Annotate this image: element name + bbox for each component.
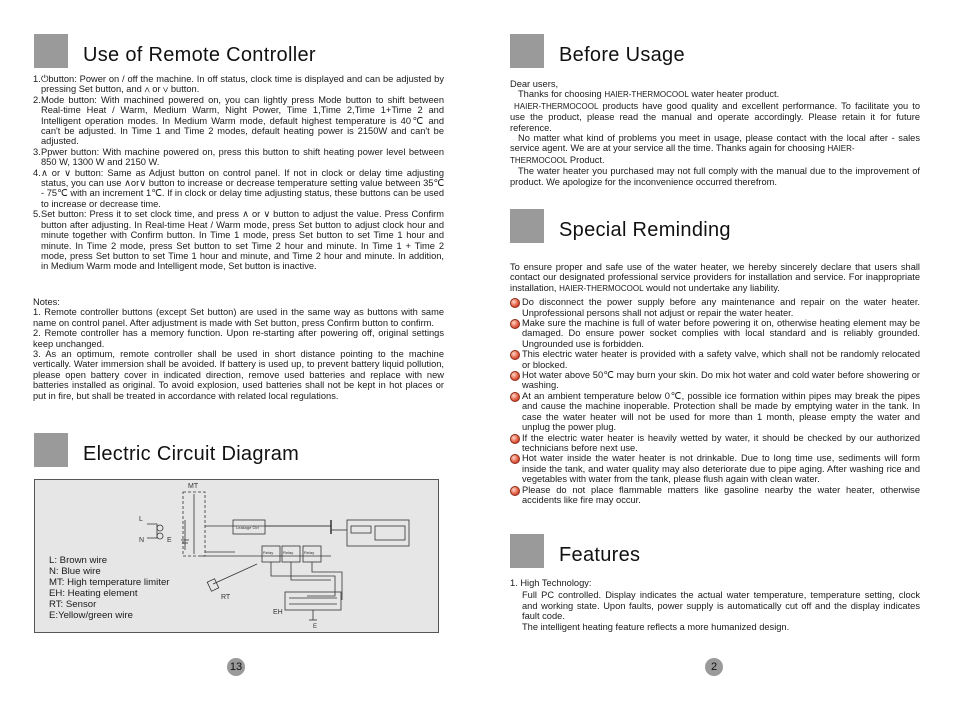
special-reminding-header bbox=[510, 209, 930, 245]
diagram-legend bbox=[49, 555, 170, 621]
special-item-text: Please do not place flammable matters like gasoline nearby the water heater, otherwise accidents like fire may occur. bbox=[522, 484, 920, 505]
bullet-icon bbox=[510, 392, 520, 402]
special-item bbox=[510, 485, 920, 506]
bullet-icon bbox=[510, 454, 520, 464]
legend-n: N: Blue wire bbox=[49, 566, 101, 577]
notes-label: Notes: bbox=[33, 297, 60, 307]
special-item bbox=[510, 370, 920, 391]
remote-section-header bbox=[34, 34, 454, 70]
note-2: 2. Remote controller has a memory function. Upon re-starting after powering off, original settings keep unchanged. bbox=[33, 328, 444, 349]
bullet-icon bbox=[510, 350, 520, 360]
label-mt: MT bbox=[188, 483, 199, 490]
label-relay-3: Relay bbox=[304, 550, 315, 555]
special-item-text: At an ambient temperature below 0℃, possible ice formation within pipes may break the pipes and cause the machine inoperable. Protection shall be made by emptying water in the tank. In case the water heater will not be used for more than 1 month, please empty the water and unplug the power plug. bbox=[522, 390, 920, 433]
legend-e: E:Yellow/green wire bbox=[49, 610, 133, 621]
features-para-2: The intelligent heating feature reflects a more humanized design. bbox=[522, 621, 790, 632]
before-usage-title: Before Usage bbox=[559, 44, 685, 66]
special-reminding-title: Special Reminding bbox=[559, 219, 731, 241]
features-title: Features bbox=[559, 544, 641, 566]
remote-instructions bbox=[33, 74, 444, 272]
remote-item-text: Mode button: With machined powered on, you can lightly press Mode button to shift between Real-time Heat / Warm, Medium Warm, Night Power, Time 1,Time 2,Time 1+Time 2 and Intelligent operation modes. In Medium Warm mode, default highest temperature is 40℃ and can't be adjusted. In Time 1 and Time 2 modes, default heating power is 2150W and can't be adjusted. bbox=[41, 94, 444, 147]
label-relay-2: Relay bbox=[283, 550, 294, 555]
right-page bbox=[477, 0, 954, 702]
special-item-text: Hot water above 50℃ may burn your skin. Do mix hot water and cold water before showering or washing. bbox=[522, 370, 920, 391]
features-subheading: 1. High Technology: bbox=[510, 578, 592, 588]
greeting: Dear users, bbox=[510, 79, 559, 89]
before-para-2: HAIER-THERMOCOOL products have good quality and excellent performance. To facilitate you to use the product, please read the manual and operate accordingly. Please retain it for future reference. bbox=[510, 100, 920, 133]
note-1: 1. Remote controller buttons (except Set button) are used in the same way as buttons with same name on control panel. After adjustment is made with Set button, press Confirm button to confirm. bbox=[33, 307, 444, 328]
remote-title: Use of Remote Controller bbox=[83, 44, 316, 66]
special-item bbox=[510, 297, 920, 318]
remote-list bbox=[33, 74, 444, 272]
before-para-3: No matter what kind of problems you meet in usage, please contact with the local after - sales service agent. We are at your service all the time. Thanks again for choosing HAIER- THERMOCOOL Product. bbox=[510, 133, 920, 165]
label-leak: Leakage Ctrl bbox=[236, 525, 259, 530]
special-item-text: Do disconnect the power supply before any maintenance and repair on the water heater. Unprofessional persons shall not adjust or repair the water heater. bbox=[522, 297, 920, 318]
features-text bbox=[510, 578, 920, 632]
page-number-right: 2 bbox=[705, 658, 723, 676]
bullet-icon bbox=[510, 298, 520, 308]
legend-mt: MT: High temperature limiter bbox=[49, 577, 170, 588]
features-header bbox=[510, 534, 930, 570]
section-square-icon bbox=[34, 433, 68, 467]
bullet-icon bbox=[510, 486, 520, 496]
label-l: L bbox=[139, 516, 143, 523]
special-item-text: If the electric water heater is heavily wetted by water, it should be checked by our authorized technicians before next use. bbox=[522, 432, 920, 453]
special-intro: To ensure proper and safe use of the water heater, we hereby sincerely declare that users shall contact our designated professional service providers for installation and service. For inappropriate installation, HAIER-THERMOCOOL would not undertake any liability. bbox=[510, 262, 920, 293]
section-square-icon bbox=[510, 534, 544, 568]
remote-item-text: Ppwer button: With machine powered on, press this button to shift heating power level between 850 W, 1300 W and 2150 W. bbox=[41, 146, 444, 168]
legend-rt: RT: Sensor bbox=[49, 599, 97, 610]
remote-item-number: 2. bbox=[33, 94, 41, 105]
special-reminding-text bbox=[510, 262, 920, 505]
remote-item bbox=[33, 209, 444, 271]
section-square-icon bbox=[510, 34, 544, 68]
label-e: E bbox=[167, 537, 172, 544]
notes-block bbox=[33, 297, 444, 401]
remote-item-number: 3. bbox=[33, 146, 41, 157]
before-para-4: The water heater you purchased may not full comply with the manual due to the improvement of product. We apologize for the inconvenience occurred therefrom. bbox=[510, 166, 920, 187]
remote-item-number: 4. bbox=[33, 167, 41, 178]
special-list bbox=[510, 297, 920, 505]
remote-item bbox=[33, 168, 444, 210]
special-item-text: This electric water heater is provided with a safety valve, which shall not be randomly relocated or blocked. bbox=[522, 349, 920, 370]
remote-item bbox=[33, 74, 444, 95]
bullet-icon bbox=[510, 371, 520, 381]
label-eh: EH bbox=[273, 609, 283, 616]
page-number-left: 13 bbox=[227, 658, 245, 676]
remote-item-number: 5. bbox=[33, 209, 41, 220]
special-item bbox=[510, 453, 920, 484]
label-n: N bbox=[139, 537, 145, 544]
before-line-1: Thanks for choosing HAIER-THERMOCOOL water heater product. bbox=[518, 89, 780, 100]
special-item bbox=[510, 318, 920, 349]
special-item bbox=[510, 433, 920, 454]
remote-item-text: Set button: Press it to set clock time, and press ∧ or ∨ button to adjust the value. Press Confirm button after adjusting. In Real-time Heat / Warm mode, press Set button to adjust clock hour and minute together with Confirm button. In Time 1 mode, press Set button to set Time 1 hour and minute. In Time 2 mode, press Set button to set Time 2 hour and minute. In Time 1 + Time 2 mode, press Set button to set Time 1 hour and minute, and Time 2 hour and minute. In addition, in Medium Warm mode and Intelligent mode, Set button is inactive. bbox=[41, 209, 444, 272]
remote-item-text: ⏻button: Power on / off the machine. In off status, clock time is displayed and can be adjusted by pressing Set button, and ∧ or ∨ button. bbox=[41, 74, 444, 95]
label-rt: RT bbox=[221, 594, 231, 601]
before-usage-text bbox=[510, 79, 920, 187]
special-item bbox=[510, 349, 920, 370]
remote-item bbox=[33, 95, 444, 147]
features-para-1: Full PC controlled. Display indicates the actual water temperature, temperature setting, clock and working state. Upon faults, power supply is automatically cut off and the display indicates fault code. bbox=[522, 590, 920, 622]
before-usage-header bbox=[510, 34, 930, 70]
circuit-section-header bbox=[34, 433, 454, 469]
special-item bbox=[510, 391, 920, 433]
legend-l: L: Brown wire bbox=[49, 555, 108, 566]
label-eh-e: E bbox=[313, 624, 318, 630]
circuit-diagram bbox=[34, 479, 439, 633]
note-3: 3. As an optimum, remote controller shall be used in short distance pointing to the machine vertically. Water immersion shall be avoided. If battery is used up, to prevent battery liquid pollution, please open battery cover in indicated direction, remove used batteries and replace with new batteries installed as original. To avoid explosion, used batteries shall not be kept in hot places or put in fire, but shall be treated in accordance with related local regulations. bbox=[33, 349, 444, 401]
section-square-icon bbox=[510, 209, 544, 243]
section-square-icon bbox=[34, 34, 68, 68]
remote-item-text: ∧ or ∨ button: Same as Adjust button on control panel. If not in clock or delay time adjusting status, you can use ∧or∨ button to increase or decrease temperature setting value between 35℃ - 75℃ with an increment 1℃. If in clock or delay time adjusting status, these buttons can be used to increase or decrease time. bbox=[41, 167, 444, 209]
special-item-text: Make sure the machine is full of water before powering it on, otherwise heating element may be damaged. Do ensure power socket complies with local standard and is reliably grounded. Ungrounded use is forbidden. bbox=[522, 318, 920, 349]
remote-item bbox=[33, 147, 444, 168]
special-item-text: Hot water inside the water heater is not drinkable. Due to long time use, sediments will form inside the tank, and water quality may also deteriorate due to pipe aging. After washing rice and vegetables with water from the tank, please flush again with clean water. bbox=[522, 453, 920, 485]
bullet-icon bbox=[510, 434, 520, 444]
circuit-title: Electric Circuit Diagram bbox=[83, 443, 300, 465]
legend-eh: EH: Heating element bbox=[49, 588, 138, 599]
remote-item-number: 1. bbox=[33, 74, 41, 84]
label-relay-1: Relay bbox=[263, 550, 274, 555]
bullet-icon bbox=[510, 319, 520, 329]
